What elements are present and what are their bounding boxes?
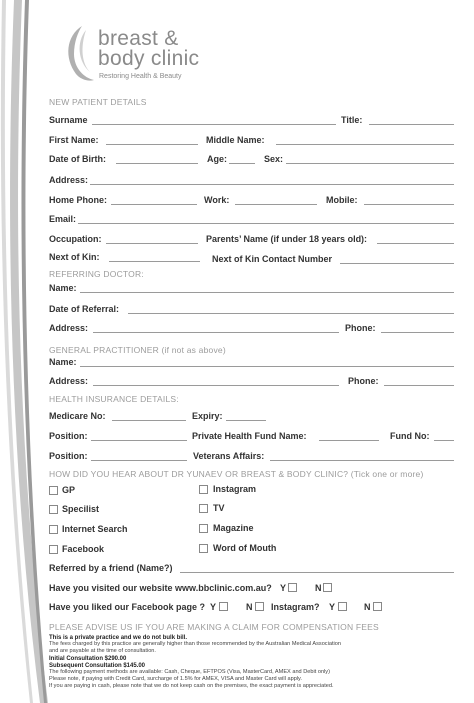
ref-phone-field[interactable]	[381, 332, 454, 333]
sex-field[interactable]	[286, 163, 454, 164]
note-surcharge: Please note, if paying with Credit Card, surcharge of 1.5% for AMEX, VISA and Master Card will apply.	[49, 676, 302, 682]
mobile-field[interactable]	[364, 204, 454, 205]
note-cash: If you are paying in cash, please note that we do not keep cash on the premises, the exact payment is appreciated.	[49, 683, 334, 689]
section-general-practitioner: GENERAL PRACTITIONER (if not as above)	[49, 345, 226, 355]
position2-label: Position:	[49, 451, 88, 461]
specialist-option-label: Specilist	[62, 504, 100, 514]
medicare-label: Medicare No:	[49, 411, 106, 421]
facebook-no-label: N	[246, 602, 253, 612]
instagram-no-checkbox[interactable]	[373, 602, 382, 611]
section-new-patient: NEW PATIENT DETAILS	[49, 97, 147, 107]
instagram-no-label: N	[364, 602, 371, 612]
section-referring-doctor: REFERRING DOCTOR:	[49, 269, 144, 279]
referral-friend-label: Referred by a friend (Name?)	[49, 563, 173, 573]
age-label: Age:	[207, 154, 227, 164]
email-field[interactable]	[78, 223, 454, 224]
instagram-question: Instagram?	[271, 602, 320, 612]
website-no-checkbox[interactable]	[323, 583, 332, 592]
fund-no-label: Fund No:	[390, 431, 430, 441]
dob-label: Date of Birth:	[49, 154, 106, 164]
sex-label: Sex:	[264, 154, 284, 164]
middle-name-label: Middle Name:	[206, 135, 265, 145]
clinic-logo	[62, 22, 212, 88]
logo-text-line1: breast &	[98, 27, 179, 50]
title-label: Title:	[341, 115, 363, 125]
website-yes-label: Y	[280, 583, 287, 593]
address-field[interactable]	[90, 184, 454, 185]
fund-no-field[interactable]	[434, 440, 454, 441]
address-label: Address:	[49, 175, 89, 185]
gp-address-label: Address:	[49, 376, 89, 386]
gp-name-label: Name:	[49, 357, 77, 367]
date-referral-label: Date of Referral:	[49, 304, 120, 314]
position2-field[interactable]	[91, 460, 187, 461]
website-no-label: N	[315, 583, 322, 593]
logo-swirl-icon	[62, 22, 98, 84]
logo-text-line2: body clinic	[98, 47, 200, 70]
veterans-label: Veterans Affairs:	[193, 451, 265, 461]
tv-option-label: TV	[213, 503, 225, 513]
word-of-mouth-option-label: Word of Mouth	[213, 543, 277, 553]
occupation-field[interactable]	[106, 243, 198, 244]
facebook-question: Have you liked our Facebook page ?	[49, 602, 206, 612]
specialist-checkbox[interactable]	[49, 505, 58, 514]
occupation-label: Occupation:	[49, 234, 102, 244]
next-of-kin-label: Next of Kin:	[49, 252, 100, 262]
age-field[interactable]	[229, 163, 255, 164]
position1-field[interactable]	[91, 440, 187, 441]
parents-name-field[interactable]	[377, 243, 454, 244]
subsequent-consultation-fee: Subsequent Consultation $145.00	[49, 663, 146, 669]
home-phone-label: Home Phone:	[49, 195, 108, 205]
instagram-checkbox[interactable]	[199, 485, 208, 494]
mobile-label: Mobile:	[326, 195, 358, 205]
gp-phone-field[interactable]	[384, 385, 454, 386]
website-question: Have you visited our website www.bbclinic.com.au?	[49, 583, 272, 593]
word-of-mouth-checkbox[interactable]	[199, 544, 208, 553]
medicare-field[interactable]	[112, 420, 186, 421]
tv-checkbox[interactable]	[199, 504, 208, 513]
ref-name-field[interactable]	[80, 292, 454, 293]
first-name-field[interactable]	[106, 144, 198, 145]
magazine-option-label: Magazine	[213, 523, 254, 533]
instagram-option-label: Instagram	[213, 484, 257, 494]
gp-address-field[interactable]	[93, 385, 339, 386]
ref-address-field[interactable]	[93, 332, 339, 333]
ref-phone-label: Phone:	[345, 323, 376, 333]
decorative-swoosh	[0, 0, 48, 703]
referral-friend-field[interactable]	[180, 572, 454, 573]
ref-address-label: Address:	[49, 323, 89, 333]
note-payment-methods: The following payment methods are available: Cash, Cheque, EFTPOS (Visa, MasterCard, AMEX and Debit only)	[49, 669, 330, 675]
note-line-1: This is a private practice and we do not bulk bill.	[49, 635, 188, 641]
logo-tagline: Restoring Health & Beauty	[99, 73, 182, 80]
initial-consultation-fee: Initial Consultation $290.00	[49, 656, 127, 662]
surname-field[interactable]	[92, 124, 336, 125]
email-label: Email:	[49, 214, 77, 224]
dob-field[interactable]	[116, 163, 198, 164]
facebook-checkbox[interactable]	[49, 545, 58, 554]
home-phone-field[interactable]	[111, 204, 197, 205]
title-field[interactable]	[369, 124, 454, 125]
surname-label: Surname	[49, 115, 88, 125]
middle-name-field[interactable]	[276, 144, 454, 145]
kin-contact-label: Next of Kin Contact Number	[212, 254, 333, 264]
facebook-yes-checkbox[interactable]	[219, 602, 228, 611]
position1-label: Position:	[49, 431, 88, 441]
gp-phone-label: Phone:	[348, 376, 379, 386]
kin-contact-field[interactable]	[340, 263, 454, 264]
gp-checkbox[interactable]	[49, 486, 58, 495]
date-referral-field[interactable]	[128, 313, 454, 314]
website-yes-checkbox[interactable]	[288, 583, 297, 592]
expiry-label: Expiry:	[192, 411, 223, 421]
facebook-yes-label: Y	[210, 602, 217, 612]
work-field[interactable]	[235, 204, 317, 205]
instagram-yes-label: Y	[329, 602, 336, 612]
private-fund-label: Private Health Fund Name:	[192, 431, 307, 441]
note-line-2: The fees charged by this practice are generally higher than those recommended by the Australian Medical Association	[49, 641, 341, 647]
ref-name-label: Name:	[49, 283, 77, 293]
work-label: Work:	[204, 195, 230, 205]
section-how-hear: HOW DID YOU HEAR ABOUT DR YUNAEV OR BREAST & BODY CLINIC? (Tick one or more)	[49, 469, 424, 479]
facebook-no-checkbox[interactable]	[255, 602, 264, 611]
veterans-field[interactable]	[270, 460, 454, 461]
note-line-3: and are payable at the time of consultation.	[49, 648, 156, 654]
magazine-checkbox[interactable]	[199, 524, 208, 533]
section-compensation: PLEASE ADVISE US IF YOU ARE MAKING A CLAIM FOR COMPENSATION FEES	[49, 622, 379, 632]
private-fund-field[interactable]	[319, 440, 379, 441]
internet-search-option-label: Internet Search	[62, 524, 128, 534]
parents-name-label: Parents’ Name (if under 18 years old):	[206, 234, 368, 244]
instagram-yes-checkbox[interactable]	[338, 602, 347, 611]
next-of-kin-field[interactable]	[109, 261, 200, 262]
gp-option-label: GP	[62, 485, 76, 495]
facebook-option-label: Facebook	[62, 544, 105, 554]
section-health-insurance: HEALTH INSURANCE DETAILS:	[49, 394, 179, 404]
first-name-label: First Name:	[49, 135, 99, 145]
internet-search-checkbox[interactable]	[49, 525, 58, 534]
expiry-field[interactable]	[226, 420, 266, 421]
gp-name-field[interactable]	[80, 366, 454, 367]
